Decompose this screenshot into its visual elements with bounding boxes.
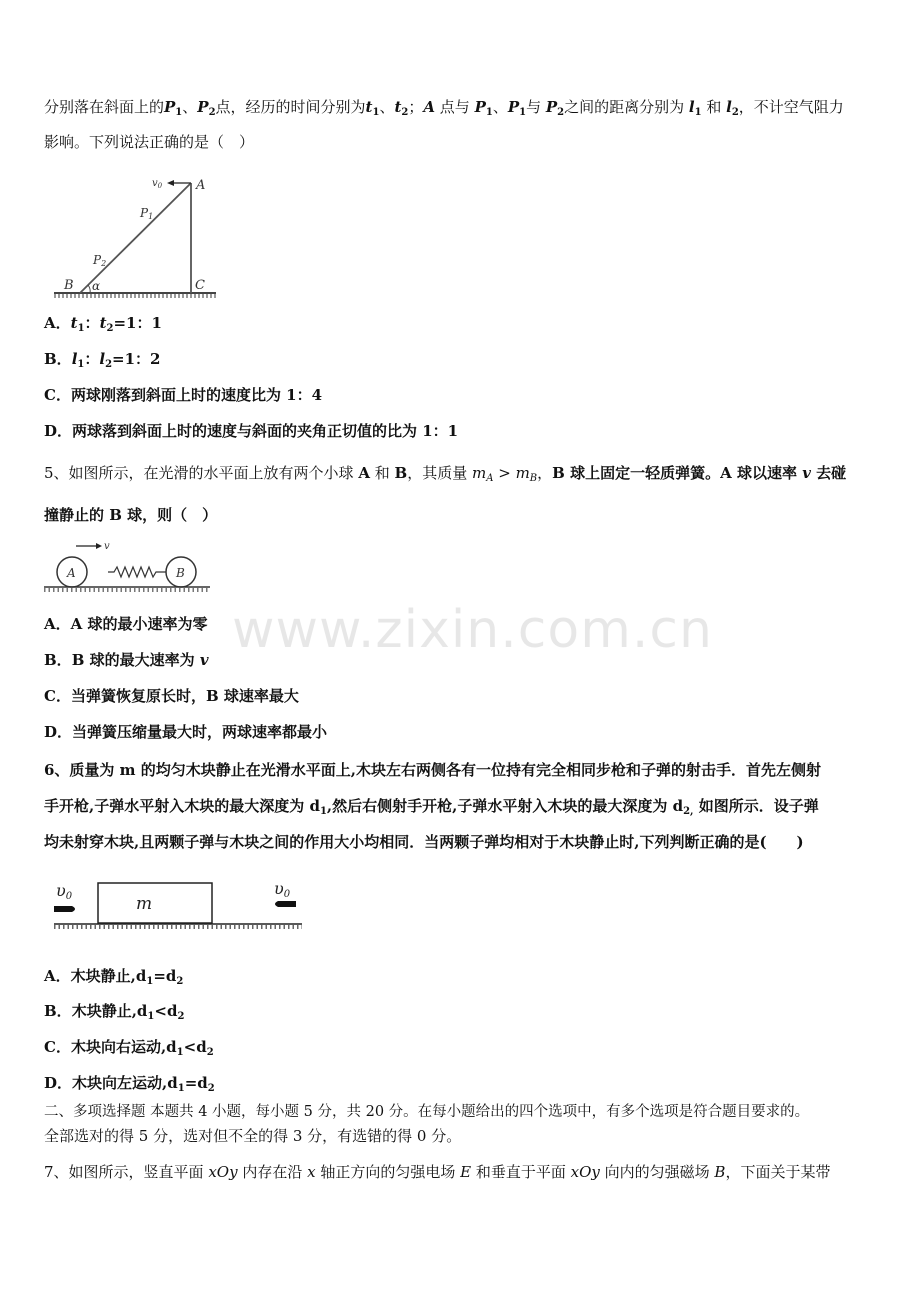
q4-option-d: D．两球落到斜面上时的速度与斜面的夹角正切值的比为 1：1 xyxy=(44,422,459,440)
p1-label: P1 xyxy=(140,206,154,221)
q5-option-a: A．A 球的最小速率为零 xyxy=(44,615,208,633)
section2-line1: 二、多项选择题 本题共 4 小题，每小题 5 分，共 20 分。在每小题给出的四个选项中，有多个选项是符合题目要求的。 xyxy=(44,1104,810,1120)
v-label: v xyxy=(104,541,110,552)
q4-figure xyxy=(50,170,220,305)
bullet-right xyxy=(275,901,296,907)
bullet-left xyxy=(54,906,75,912)
q5-option-b: B．B 球的最大速率为 v xyxy=(44,651,209,669)
block-m-label: m xyxy=(136,894,153,914)
q4-option-a: A．$t_1$：$t_2=1$：1 xyxy=(44,314,162,334)
spring xyxy=(108,567,166,577)
q5-option-d: D．当弹簧压缩量最大时，两球速率都最小 xyxy=(44,723,328,741)
q7-line1: 7、如图所示，竖直平面 xOy 内存在沿 x 轴正方向的匀强电场 E 和垂直于平面 xOy 向内的匀强磁场 B，下面关于某带 xyxy=(44,1163,831,1181)
q4-option-c: C．两球刚落到斜面上时的速度比为 1：4 xyxy=(44,386,323,404)
q4-option-b: B．$l_1$：$l_2=1$：2 xyxy=(44,350,161,370)
point-a-label: A xyxy=(196,178,206,193)
q5-option-c: C．当弹簧恢复原长时，B 球速率最大 xyxy=(44,687,299,705)
q6-figure xyxy=(50,878,306,934)
v0-label: $v_0$ xyxy=(152,178,163,190)
v0-left-label: υ0 xyxy=(56,881,73,902)
q5-line1: 5、如图所示，在光滑的水平面上放有两个小球 A 和 B，其质量 $m_A > m_B$，B 球上固定一轻质弹簧。A 球以速率 v 去碰 xyxy=(44,464,847,484)
q5-line2: 撞静止的 B 球，则（ ） xyxy=(44,506,218,524)
ball-a-label: A xyxy=(67,566,76,580)
q6-line3: 均未射穿木块,且两颗子弹与木块之间的作用大小均相同．当两颗子弹均相对于木块静止时,下列判断正确的是( ) xyxy=(44,833,804,851)
incline-line xyxy=(80,183,191,293)
velocity-arrowhead xyxy=(167,180,174,186)
point-c-label: C xyxy=(195,278,205,293)
point-b-label: B xyxy=(64,278,74,293)
q6-option-d: D．木块向左运动$,d_1=d_2$ xyxy=(44,1074,215,1094)
ball-b-label: B xyxy=(176,566,185,580)
watermark: www.zixin.com.cn xyxy=(232,600,713,660)
v0-right-label: υ0 xyxy=(274,879,291,900)
q6-option-a: A．木块静止$,d_1=d_2$ xyxy=(44,967,184,987)
q5-figure xyxy=(44,536,214,600)
alpha-label: α xyxy=(92,279,101,293)
q6-line2: 手开枪,子弹水平射入木块的最大深度为 $d_1$,然后右侧射手开枪,子弹水平射入木块的最大深度为 $d_{2,}$ 如图所示．设子弹 xyxy=(44,797,819,817)
block-m xyxy=(98,883,212,923)
q6-line1: 6、质量为 m 的均匀木块静止在光滑水平面上,木块左右两侧各有一位持有完全相同步枪和子弹的射击手．首先左侧射 xyxy=(44,761,821,779)
section2-line2: 全部选对的得 5 分，选对但不全的得 3 分，有选错的得 0 分。 xyxy=(44,1127,462,1145)
q4-line2: 影响。下列说法正确的是（ ） xyxy=(44,133,255,151)
q6-option-c: C．木块向右运动$,d_1<d_2$ xyxy=(44,1038,214,1058)
p2-label: P2 xyxy=(93,253,107,268)
q4-line1: 分别落在斜面上的$P_1$、$P_2$点，经历的时间分别为$t_1$、$t_2$；A 点与 $P_1$、$P_1$与 $P_2$之间的距离分别为 $l_1$ 和 $l_2$，不计空气阻力 xyxy=(44,98,844,118)
velocity-arrowhead xyxy=(96,543,102,549)
q6-option-b: B．木块静止$,d_1<d_2$ xyxy=(44,1002,185,1022)
angle-arc xyxy=(88,285,90,293)
